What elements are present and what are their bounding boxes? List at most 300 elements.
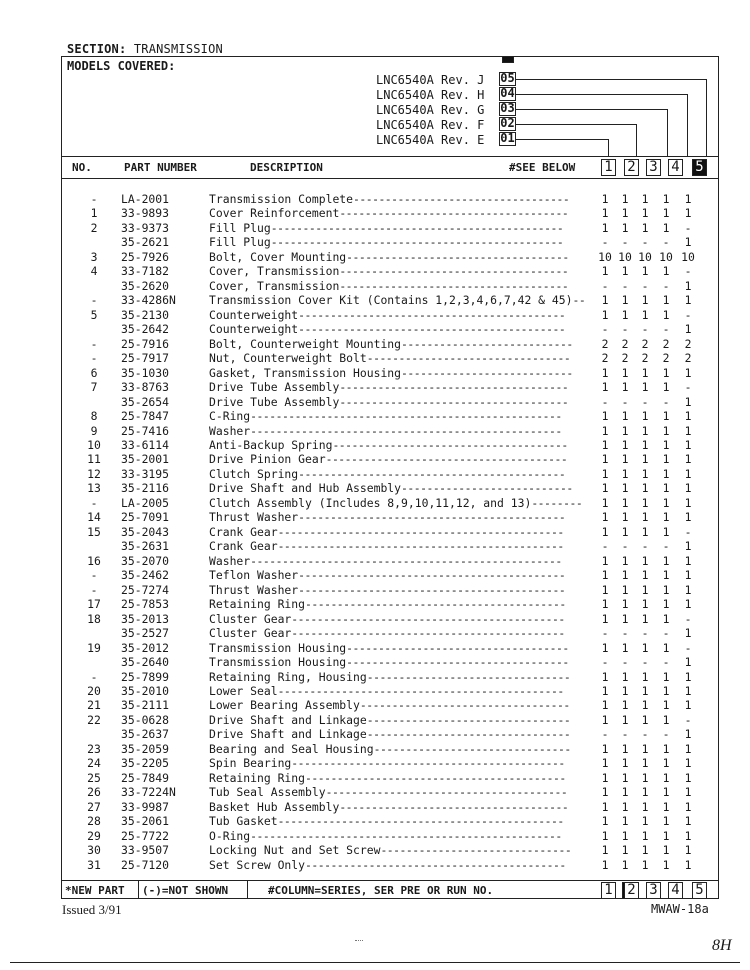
row-part-number: 25-7274 [121, 582, 170, 597]
row-qty-col-4: 1 [662, 785, 670, 800]
row-qty-col-1: 1 [601, 220, 609, 235]
row-item-number: 12 [87, 466, 101, 481]
row-qty-col-4: - [662, 655, 670, 670]
row-qty-col-2: 1 [621, 192, 629, 206]
row-qty-col-4: - [662, 727, 670, 742]
row-item-number: 14 [87, 510, 101, 525]
row-qty-col-3: 1 [641, 466, 649, 481]
row-qty-col-2: 1 [621, 741, 629, 756]
footer-rule [61, 880, 719, 881]
row-description-text: Cover, Transmission [209, 278, 340, 293]
row-qty-col-3: 1 [641, 857, 649, 872]
row-qty-col-1: 1 [601, 466, 609, 481]
row-qty-col-5: 1 [684, 669, 692, 684]
row-qty-col-1: 10 [598, 249, 612, 264]
row-qty-col-1: 1 [601, 568, 609, 583]
row-part-number: 35-0628 [121, 712, 170, 727]
row-item-number: 27 [87, 799, 101, 814]
row-part-number: 25-7899 [121, 669, 170, 684]
row-description [209, 395, 597, 409]
footer-column-note: #COLUMN=SERIES, SER PRE OR RUN NO. [268, 884, 494, 897]
row-qty-col-5: 2 [684, 351, 692, 366]
row-qty-col-3: 1 [641, 640, 649, 655]
row-part-number: 35-2061 [121, 814, 170, 829]
row-qty-col-4: 1 [662, 192, 670, 206]
row-description [209, 293, 597, 307]
connector-line [516, 139, 608, 140]
row-qty-col-5: - [684, 640, 692, 655]
model-line-rev-j: LNC6540A Rev. J [376, 73, 485, 87]
row-item-number: 23 [87, 741, 101, 756]
row-part-number: 35-1030 [121, 365, 170, 380]
row-part-number: 35-2013 [121, 611, 170, 626]
row-qty-col-2: 1 [621, 843, 629, 858]
row-description-text: Teflon Washer [209, 568, 299, 583]
row-qty-col-1: - [601, 322, 609, 337]
row-description [209, 785, 597, 799]
row-item-number: - [90, 669, 98, 684]
footer-new-part: *NEW PART [65, 884, 125, 897]
row-qty-col-3: 1 [641, 206, 649, 221]
row-description-text: Retaining Ring [209, 770, 306, 785]
header-see-below: #SEE BELOW [509, 161, 576, 174]
footer-column-box-2: 2 [624, 882, 639, 899]
row-qty-col-3: 1 [641, 510, 649, 525]
row-part-number: 33-7224N [121, 785, 176, 800]
row-qty-col-4: 1 [662, 712, 670, 727]
row-qty-col-2: 1 [621, 814, 629, 829]
row-qty-col-2: 1 [621, 452, 629, 467]
footer-column-box-5: 5 [692, 882, 707, 899]
row-qty-col-2: 1 [621, 698, 629, 713]
row-qty-col-4: 1 [662, 452, 670, 467]
row-qty-col-1: 1 [601, 437, 609, 452]
row-description-text: Bolt, Counterweight Mounting [209, 336, 402, 351]
row-item-number: - [90, 568, 98, 583]
row-qty-col-3: 1 [641, 669, 649, 684]
row-item-number: 19 [87, 640, 101, 655]
row-qty-col-4: - [662, 235, 670, 250]
row-qty-col-1: 1 [601, 683, 609, 698]
row-qty-col-4: 1 [662, 770, 670, 785]
row-qty-col-4: 1 [662, 683, 670, 698]
row-qty-col-4: 1 [662, 814, 670, 829]
row-qty-col-5: 1 [684, 235, 692, 250]
row-part-number: 35-2001 [121, 452, 170, 467]
row-qty-col-3: 1 [641, 597, 649, 612]
row-qty-col-4: 2 [662, 336, 670, 351]
row-qty-col-5: 1 [684, 756, 692, 771]
row-part-number: 25-7917 [121, 351, 170, 366]
section-label: SECTION: [67, 42, 127, 56]
row-part-number: 35-2642 [121, 322, 170, 337]
row-description-text: Bolt, Cover Mounting [209, 249, 347, 264]
row-description-text: Fill Plug [209, 235, 271, 250]
row-description-text: Lower Bearing Assembly [209, 698, 360, 713]
row-description-text: Basket Hub Assembly [209, 799, 340, 814]
row-qty-col-5: - [684, 264, 692, 279]
row-description [209, 496, 597, 510]
row-description [209, 366, 597, 380]
row-qty-col-5: 1 [684, 322, 692, 337]
row-description [209, 206, 597, 220]
row-item-number: 29 [87, 828, 101, 843]
row-item-number: 3 [90, 249, 98, 264]
row-qty-col-4: 1 [662, 206, 670, 221]
row-qty-col-5: 1 [684, 192, 692, 206]
row-part-number: 35-2043 [121, 524, 170, 539]
row-description [209, 380, 597, 394]
leader-dashes: --------------------------- [401, 481, 573, 496]
row-description [209, 568, 597, 582]
row-qty-col-3: 2 [641, 336, 649, 351]
row-qty-col-5: 1 [684, 539, 692, 554]
row-item-number: 28 [87, 814, 101, 829]
row-part-number: 25-7120 [121, 857, 170, 872]
issued-date: Issued 3/91 [62, 902, 122, 917]
row-description-text: Washer [209, 423, 251, 438]
row-qty-col-4: 1 [662, 857, 670, 872]
footer-column-box-4: 4 [668, 882, 683, 899]
row-qty-col-1: - [601, 539, 609, 554]
row-qty-col-5: 1 [684, 741, 692, 756]
row-description-text: Anti-Backup Spring [209, 437, 333, 452]
row-item-number: - [90, 495, 98, 510]
row-qty-col-3: 1 [641, 799, 649, 814]
row-item-number: 13 [87, 481, 101, 496]
row-qty-col-1: - [601, 626, 609, 641]
leader-dashes: --------------------------- [401, 336, 573, 351]
row-description-text: Locking Nut and Set Screw [209, 843, 381, 858]
row-qty-col-1: 1 [601, 495, 609, 510]
row-item-number: 17 [87, 597, 101, 612]
row-qty-col-2: - [621, 539, 629, 554]
page-bottom-rule [10, 962, 740, 963]
row-description [209, 525, 597, 539]
row-qty-col-3: 1 [641, 553, 649, 568]
row-description-text: Transmission Complete [209, 192, 354, 206]
row-qty-col-3: 2 [641, 351, 649, 366]
rev-code-box: 02 [500, 116, 515, 130]
row-qty-col-2: - [621, 626, 629, 641]
model-line-rev-e: LNC6540A Rev. E [376, 133, 485, 147]
row-qty-col-2: - [621, 727, 629, 742]
row-part-number: 33-3195 [121, 466, 170, 481]
row-qty-col-5: 1 [684, 770, 692, 785]
row-qty-col-3: 1 [641, 495, 649, 510]
row-part-number: 35-2637 [121, 727, 170, 742]
rev-marker-block [502, 56, 514, 63]
row-qty-col-4: - [662, 626, 670, 641]
leader-dashes: ----------------------------------- [346, 640, 569, 655]
row-qty-col-1: 1 [601, 192, 609, 206]
row-qty-col-2: 1 [621, 611, 629, 626]
leader-dashes: ------------------------------- [373, 741, 571, 756]
row-qty-col-1: 1 [601, 524, 609, 539]
row-qty-col-1: 1 [601, 264, 609, 279]
row-item-number: 15 [87, 524, 101, 539]
row-qty-col-5: 1 [684, 582, 692, 597]
row-qty-col-1: 1 [601, 828, 609, 843]
row-description-text: Counterweight [209, 322, 299, 337]
row-qty-col-1: 1 [601, 741, 609, 756]
row-qty-col-4: 1 [662, 466, 670, 481]
row-qty-col-2: 1 [621, 785, 629, 800]
row-description [209, 698, 597, 712]
row-qty-col-5: 1 [684, 466, 692, 481]
footer-column-box-1: 1 [601, 882, 616, 899]
row-item-number: 21 [87, 698, 101, 713]
row-qty-col-1: 1 [601, 553, 609, 568]
row-item-number: 22 [87, 712, 101, 727]
row-qty-col-1: 1 [601, 669, 609, 684]
row-qty-col-3: 1 [641, 437, 649, 452]
row-description [209, 438, 597, 452]
row-qty-col-3: 1 [641, 524, 649, 539]
row-qty-col-4: 1 [662, 843, 670, 858]
row-part-number: 35-2527 [121, 626, 170, 641]
row-item-number: 8 [90, 409, 98, 424]
row-qty-col-5: 1 [684, 278, 692, 293]
row-item-number: 16 [87, 553, 101, 568]
row-description-text: Drive Shaft and Linkage [209, 727, 367, 742]
row-part-number: 35-2070 [121, 553, 170, 568]
row-qty-col-1: 2 [601, 351, 609, 366]
row-qty-col-5: 1 [684, 785, 692, 800]
row-description [209, 235, 597, 249]
row-qty-col-1: 1 [601, 799, 609, 814]
connector-line [516, 94, 687, 95]
leader-dashes: --------------------------------------------- [277, 539, 564, 554]
leader-dashes: ------------------------------------------ [298, 307, 566, 322]
leader-dashes: ----------------------------------------- [305, 770, 566, 785]
document-code: MWAW-18a [651, 902, 709, 916]
row-description [209, 684, 597, 698]
row-description-text: Clutch Assembly (Includes 8,9,10,11,12, and 13) [209, 495, 532, 510]
row-qty-col-1: 1 [601, 206, 609, 221]
leader-dashes: ------------------------------------------ [298, 322, 566, 337]
row-qty-col-2: 2 [621, 336, 629, 351]
row-qty-col-5: 1 [684, 597, 692, 612]
row-qty-col-5: - [684, 524, 692, 539]
row-part-number: 35-2640 [121, 655, 170, 670]
model-line-rev-h: LNC6540A Rev. H [376, 88, 485, 102]
row-part-number: 25-7091 [121, 510, 170, 525]
row-qty-col-1: 1 [601, 756, 609, 771]
row-description [209, 597, 597, 611]
scan-mark [355, 940, 363, 941]
leader-dashes: ------------------------------------------- [291, 626, 565, 641]
row-part-number: 33-7182 [121, 264, 170, 279]
row-qty-col-1: 1 [601, 293, 609, 308]
row-qty-col-3: - [641, 278, 649, 293]
connector-line [516, 79, 706, 80]
row-description [209, 337, 597, 351]
row-part-number: 35-2012 [121, 640, 170, 655]
row-qty-col-3: 1 [641, 192, 649, 206]
row-qty-col-4: 1 [662, 828, 670, 843]
model-line-rev-f: LNC6540A Rev. F [376, 118, 485, 132]
row-description-text: Set Screw Only [209, 857, 306, 872]
row-description-text: C-Ring [209, 409, 251, 424]
row-qty-col-5: 1 [684, 481, 692, 496]
row-qty-col-2: 1 [621, 712, 629, 727]
leader-dashes: ------------------------------ [380, 843, 572, 858]
row-description-text: Gasket, Transmission Housing [209, 365, 402, 380]
row-description [209, 626, 597, 640]
row-qty-col-4: 1 [662, 264, 670, 279]
leader-dashes: ------------------------------------------- [291, 611, 565, 626]
row-description-text: Counterweight [209, 307, 299, 322]
row-qty-col-4: 1 [662, 220, 670, 235]
row-qty-col-5: 2 [684, 336, 692, 351]
row-description [209, 539, 597, 553]
row-description [209, 713, 597, 727]
row-qty-col-5: - [684, 611, 692, 626]
row-description-text: O-Ring [209, 828, 251, 843]
row-item-number: 30 [87, 843, 101, 858]
row-description [209, 510, 597, 524]
row-qty-col-2: 1 [621, 510, 629, 525]
row-qty-col-1: 1 [601, 481, 609, 496]
row-qty-col-3: 1 [641, 843, 649, 858]
row-qty-col-3: 1 [641, 828, 649, 843]
footer-divider [247, 880, 248, 899]
row-description [209, 641, 597, 655]
row-qty-col-5: 10 [681, 249, 695, 264]
leader-dashes: --------------------------------------------- [277, 683, 564, 698]
row-part-number: 35-2620 [121, 278, 170, 293]
row-qty-col-2: 1 [621, 466, 629, 481]
row-qty-col-2: 1 [621, 597, 629, 612]
row-item-number: - [90, 582, 98, 597]
row-item-number: 6 [90, 365, 98, 380]
connector-line [516, 109, 667, 110]
row-qty-col-2: 1 [621, 437, 629, 452]
row-qty-col-3: 1 [641, 380, 649, 395]
row-qty-col-2: 10 [618, 249, 632, 264]
row-part-number: 33-9987 [121, 799, 170, 814]
row-qty-col-2: 1 [621, 857, 629, 872]
row-qty-col-5: 1 [684, 452, 692, 467]
connector-line [687, 94, 688, 157]
models-covered-label: MODELS COVERED: [67, 59, 176, 73]
row-description-text: Retaining Ring, Housing [209, 669, 367, 684]
row-description [209, 742, 597, 756]
row-description-text: Transmission Cover Kit (Contains 1,2,3,4,6,7,42 & 45) [209, 293, 573, 308]
row-qty-col-1: 1 [601, 597, 609, 612]
leader-dashes: ------------------------------------ [339, 394, 569, 409]
row-qty-col-4: 10 [659, 249, 673, 264]
row-qty-col-2: 1 [621, 409, 629, 424]
row-qty-col-1: - [601, 235, 609, 250]
row-qty-col-4: 1 [662, 597, 670, 612]
row-description-text: Drive Tube Assembly [209, 394, 340, 409]
row-part-number: 25-7847 [121, 409, 170, 424]
row-qty-col-4: 1 [662, 568, 670, 583]
row-description [209, 452, 597, 466]
row-qty-col-2: 1 [621, 365, 629, 380]
row-description [209, 554, 597, 568]
leader-dashes: ----------------------------------- [346, 655, 569, 670]
row-qty-col-2: 1 [621, 828, 629, 843]
row-qty-col-4: - [662, 394, 670, 409]
row-item-number: 18 [87, 611, 101, 626]
leader-dashes: ------------------------------------------------- [250, 828, 562, 843]
row-part-number: 25-7853 [121, 597, 170, 612]
row-qty-col-3: 1 [641, 264, 649, 279]
row-qty-col-3: 1 [641, 220, 649, 235]
row-description [209, 727, 597, 741]
row-description-text: Transmission Housing [209, 655, 347, 670]
row-qty-col-2: 1 [621, 669, 629, 684]
row-description-text: Transmission Housing [209, 640, 347, 655]
row-description [209, 481, 597, 495]
row-qty-col-1: 2 [601, 336, 609, 351]
row-item-number: 5 [90, 307, 98, 322]
row-description-text: Cover, Transmission [209, 264, 340, 279]
row-qty-col-1: - [601, 394, 609, 409]
row-item-number: 11 [87, 452, 101, 467]
row-qty-col-4: 1 [662, 365, 670, 380]
row-qty-col-2: 1 [621, 640, 629, 655]
row-qty-col-4: 1 [662, 611, 670, 626]
leader-dashes: -- [572, 293, 586, 308]
row-qty-col-3: 1 [641, 452, 649, 467]
row-qty-col-2: 1 [621, 481, 629, 496]
row-qty-col-2: 1 [621, 770, 629, 785]
row-item-number: 31 [87, 857, 101, 872]
row-qty-col-4: 1 [662, 741, 670, 756]
row-qty-col-4: 1 [662, 423, 670, 438]
row-qty-col-1: - [601, 727, 609, 742]
row-qty-col-1: 1 [601, 698, 609, 713]
row-part-number: 35-2059 [121, 741, 170, 756]
row-qty-col-2: 1 [621, 756, 629, 771]
row-qty-col-3: - [641, 539, 649, 554]
row-qty-col-1: 1 [601, 712, 609, 727]
row-description-text: Thrust Washer [209, 510, 299, 525]
leader-dashes: ------------------------------------ [339, 206, 569, 221]
row-qty-col-4: 2 [662, 351, 670, 366]
leader-dashes: ------------------------------------ [339, 799, 569, 814]
row-qty-col-2: 1 [621, 553, 629, 568]
connector-line [608, 139, 609, 157]
row-qty-col-1: - [601, 655, 609, 670]
row-qty-col-3: 1 [641, 307, 649, 322]
leader-dashes: ------------------------------------------------- [250, 409, 562, 424]
row-description-text: Tub Gasket [209, 814, 278, 829]
row-qty-col-1: 1 [601, 452, 609, 467]
row-description-text: Cluster Gear [209, 611, 292, 626]
row-qty-col-5: - [684, 307, 692, 322]
row-qty-col-2: 1 [621, 495, 629, 510]
row-qty-col-1: 1 [601, 640, 609, 655]
row-qty-col-1: 1 [601, 423, 609, 438]
row-qty-col-5: 1 [684, 423, 692, 438]
row-qty-col-3: 10 [638, 249, 652, 264]
row-item-number: 2 [90, 220, 98, 235]
leader-dashes: ---------------------------------------------- [270, 235, 564, 250]
leader-dashes: ---------------------------------------------- [270, 220, 564, 235]
row-description [209, 467, 597, 481]
row-qty-col-3: 1 [641, 683, 649, 698]
row-qty-col-4: - [662, 539, 670, 554]
connector-line [667, 109, 668, 157]
rev-code-box: 05 [500, 71, 515, 85]
leader-dashes: ------------------------------------------- [291, 756, 565, 771]
leader-dashes: ----------------------------------------- [305, 857, 566, 872]
